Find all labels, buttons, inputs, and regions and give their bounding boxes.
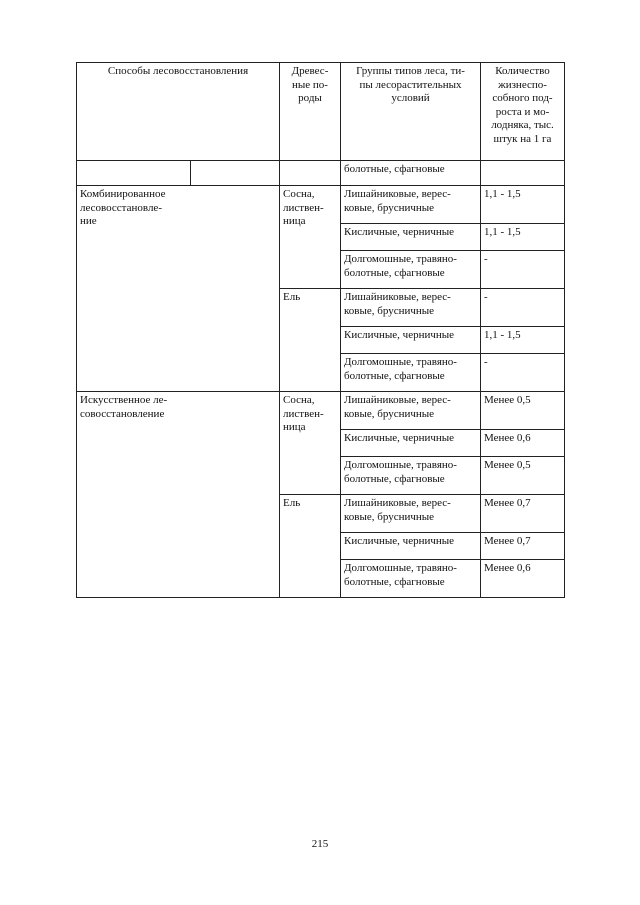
table-row bbox=[77, 186, 565, 224]
quantity-cell: 1,1 - 1,5 bbox=[481, 186, 565, 224]
quantity-cell: - bbox=[481, 289, 565, 327]
forest-group-cell bbox=[341, 430, 481, 457]
quantity-cell: Менее 0,7 bbox=[481, 533, 565, 560]
method-cell bbox=[77, 186, 280, 392]
quantity-cell: 1,1 - 1,5 bbox=[481, 327, 565, 354]
forest-restoration-table bbox=[76, 62, 565, 598]
forest-group-label: Лишайниковые, верес- ковые, брусничные bbox=[344, 188, 451, 214]
forest-group-cell bbox=[341, 354, 481, 392]
quantity-cell: 1,1 - 1,5 bbox=[481, 224, 565, 251]
continuation-row bbox=[77, 161, 565, 186]
forest-group-cell bbox=[341, 251, 481, 289]
quantity-cell: Менее 0,6 bbox=[481, 430, 565, 457]
table-row bbox=[77, 392, 565, 430]
quantity-cell: Менее 0,7 bbox=[481, 495, 565, 533]
species-cell bbox=[280, 495, 341, 598]
page-number: 215 bbox=[311, 838, 329, 850]
continuation-forest-group: болотные, сфагновые bbox=[341, 161, 481, 186]
forest-group-cell bbox=[341, 560, 481, 598]
species-cell bbox=[280, 289, 341, 392]
forest-group-label: Долгомошные, травяно- болотные, сфагновые bbox=[344, 459, 457, 485]
quantity-cell: Менее 0,5 bbox=[481, 457, 565, 495]
forest-group-cell bbox=[341, 457, 481, 495]
forest-group-label: Лишайниковые, верес- ковые, брусничные bbox=[344, 497, 451, 523]
forest-group-label: Кисличные, черничные bbox=[344, 226, 455, 238]
species-cell bbox=[280, 392, 341, 495]
method-label: Комбинированное лесовосстановле- ние bbox=[80, 188, 166, 227]
continuation-empty-cell bbox=[77, 161, 191, 186]
quantity-cell: Менее 0,6 bbox=[481, 560, 565, 598]
forest-group-cell bbox=[341, 186, 481, 224]
forest-group-label: Кисличные, черничные bbox=[344, 329, 455, 341]
header-forest-groups: Группы типов леса, ти- пы лесорастительных условий bbox=[341, 63, 481, 161]
forest-group-cell bbox=[341, 289, 481, 327]
species-label: Ель bbox=[283, 497, 301, 509]
header-quantity: Количество жизнеспо- собного под- роста и мо- лодняка, тыс. штук на 1 га bbox=[481, 63, 565, 161]
species-label: Сосна, листвен- ница bbox=[283, 188, 324, 227]
forest-group-cell bbox=[341, 533, 481, 560]
forest-group-cell bbox=[341, 495, 481, 533]
forest-group-label: Кисличные, черничные bbox=[344, 432, 455, 444]
quantity-cell: Менее 0,5 bbox=[481, 392, 565, 430]
continuation-empty-cell bbox=[481, 161, 565, 186]
forest-group-cell bbox=[341, 392, 481, 430]
forest-group-label: Долгомошные, травяно- болотные, сфагновые bbox=[344, 356, 457, 382]
quantity-cell: - bbox=[481, 354, 565, 392]
forest-group-label: Кисличные, черничные bbox=[344, 535, 455, 547]
species-cell bbox=[280, 186, 341, 289]
forest-group-cell bbox=[341, 224, 481, 251]
continuation-empty-cell bbox=[191, 161, 280, 186]
forest-group-cell bbox=[341, 327, 481, 354]
header-row bbox=[77, 63, 565, 161]
species-label: Сосна, листвен- ница bbox=[283, 394, 324, 433]
continuation-empty-cell bbox=[280, 161, 341, 186]
forest-group-label: Лишайниковые, верес- ковые, брусничные bbox=[344, 291, 451, 317]
quantity-cell: - bbox=[481, 251, 565, 289]
forest-group-label: Долгомошные, травяно- болотные, сфагновые bbox=[344, 253, 457, 279]
header-method: Способы лесовосстановления bbox=[77, 63, 280, 161]
method-label: Искусственное ле- совосстановление bbox=[80, 394, 168, 420]
method-cell bbox=[77, 392, 280, 598]
header-species: Древес- ные по- роды bbox=[280, 63, 341, 161]
forest-group-label: Долгомошные, травяно- болотные, сфагновые bbox=[344, 562, 457, 588]
species-label: Ель bbox=[283, 291, 301, 303]
forest-group-label: Лишайниковые, верес- ковые, брусничные bbox=[344, 394, 451, 420]
